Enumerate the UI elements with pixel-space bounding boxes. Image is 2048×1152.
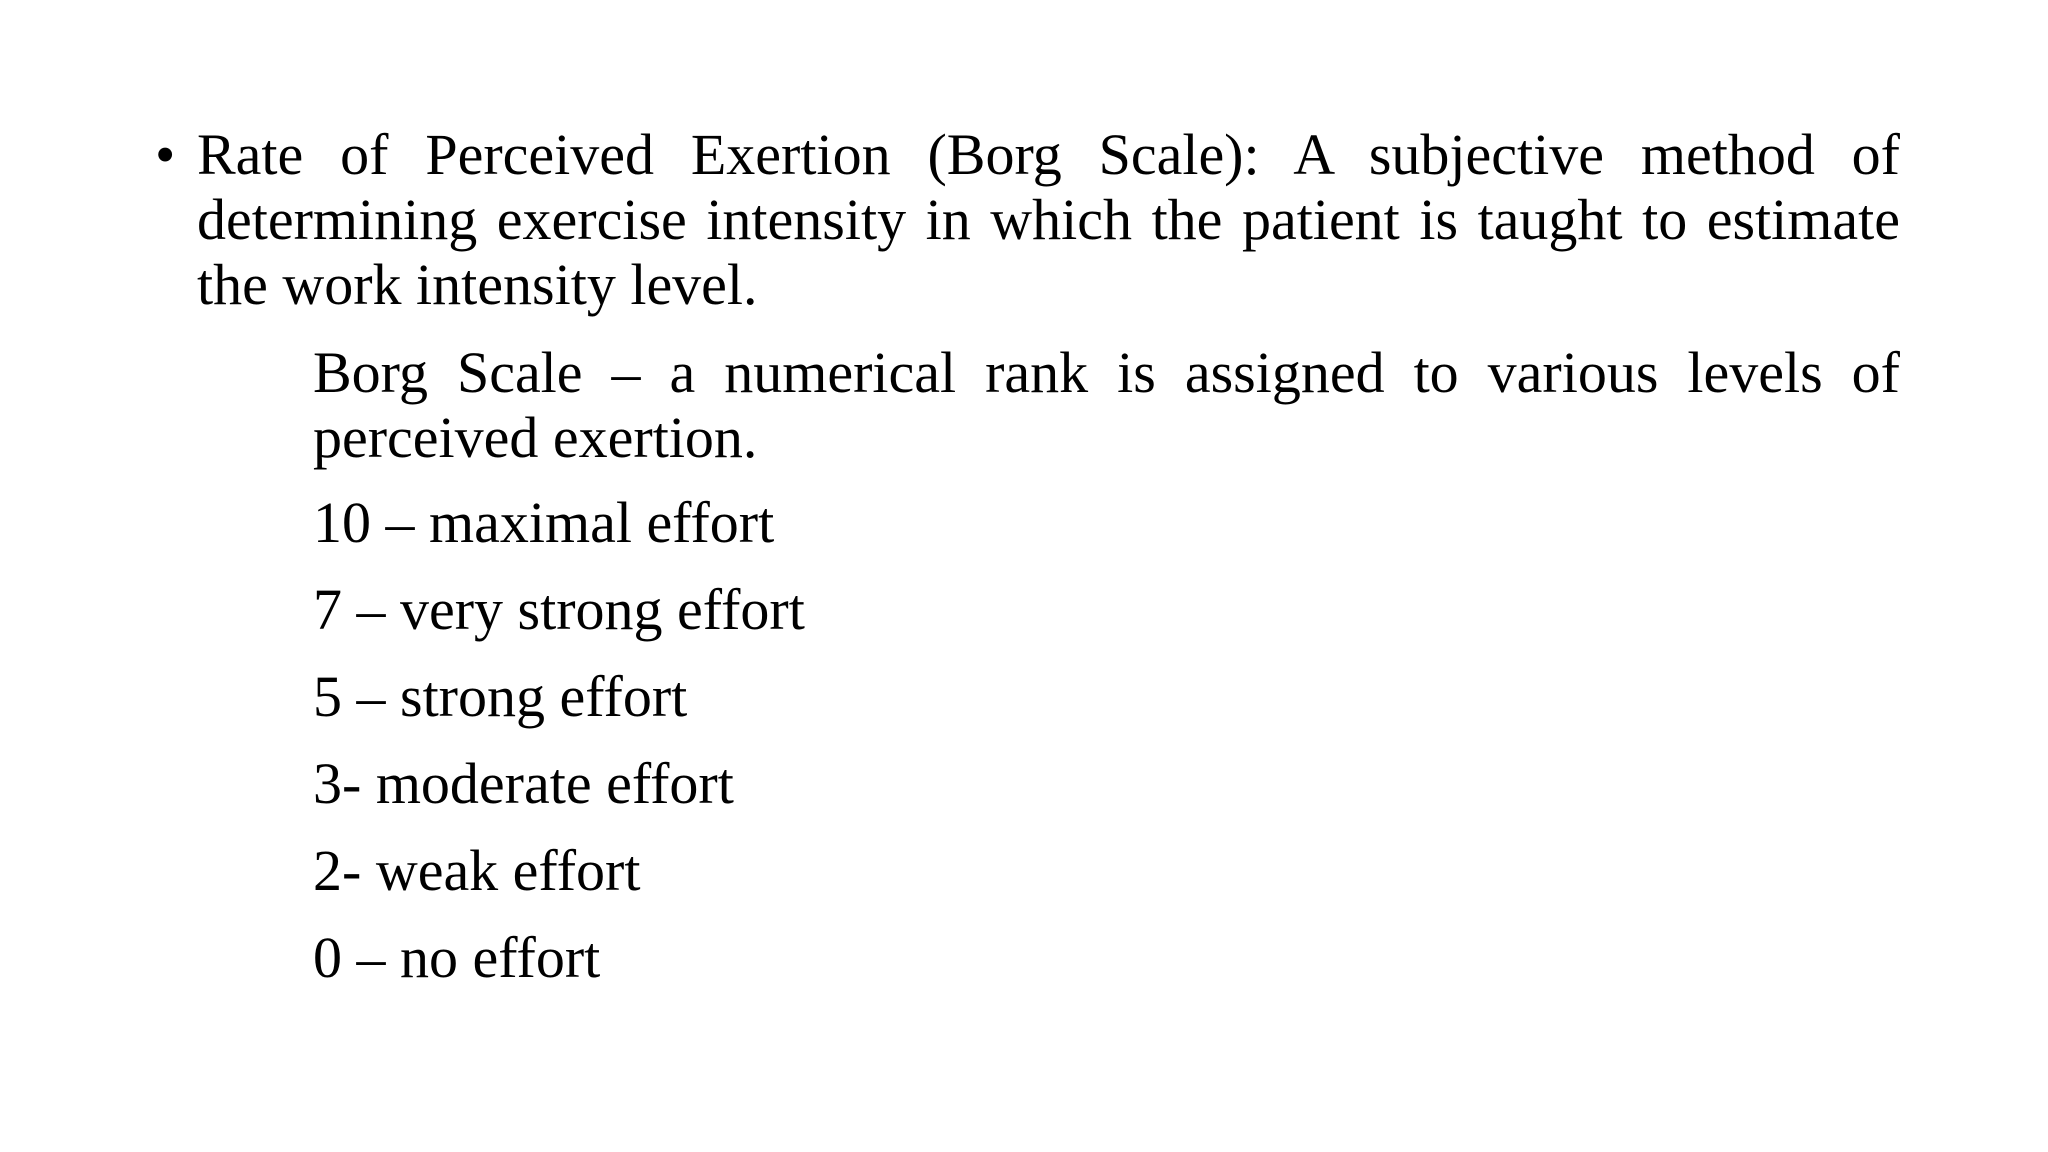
borg-scale-list (313, 490, 1900, 990)
scale-item-3: 3- moderate effort (313, 751, 734, 816)
scale-item-10: 10 – maximal effort (313, 490, 775, 555)
bullet-point (155, 122, 1900, 317)
scale-item-0: 0 – no effort (313, 925, 601, 990)
scale-item-7: 7 – very strong effort (313, 577, 805, 642)
scale-item-5: 5 – strong effort (313, 664, 688, 729)
borg-scale-section (313, 340, 1900, 990)
borg-scale-definition: Borg Scale – a numerical rank is assigned to various levels of perceived exertion. (313, 340, 1900, 470)
bullet-marker: • (155, 122, 176, 187)
bullet-text: Rate of Perceived Exertion (Borg Scale): A subjective method of determining exercise intensity in which the patient is taught to estimate the work intensity level. (197, 122, 1900, 317)
scale-item-2: 2- weak effort (313, 838, 641, 903)
